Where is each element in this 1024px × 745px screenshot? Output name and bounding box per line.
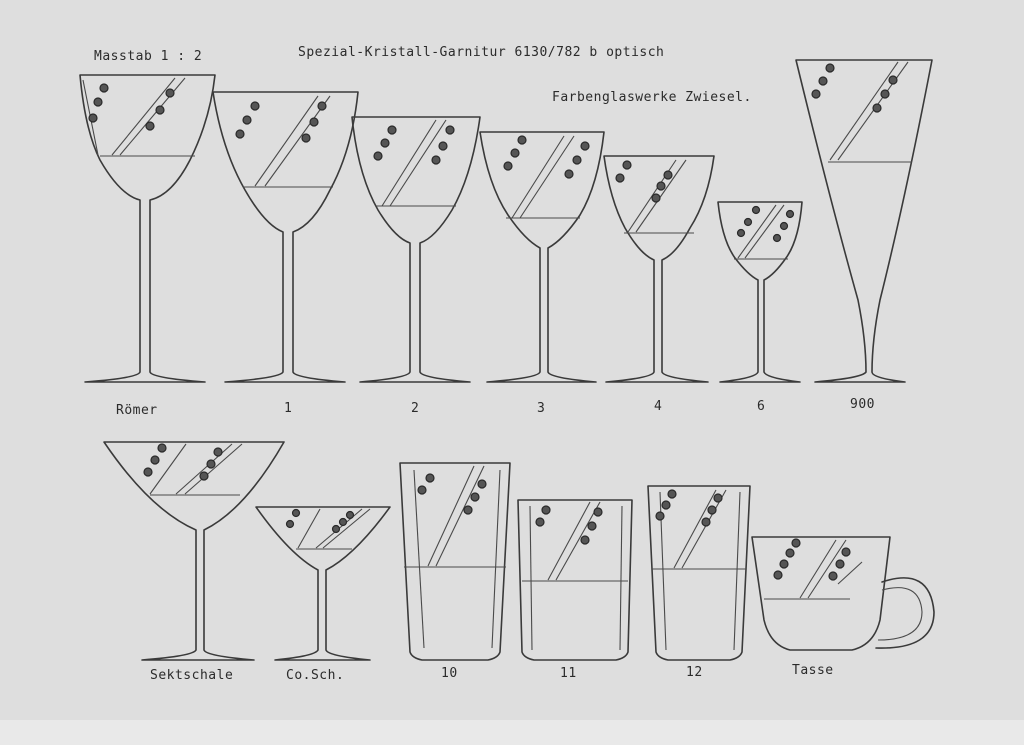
- label-12: 12: [686, 665, 703, 680]
- label-sektschale: Sektschale: [150, 668, 234, 683]
- scale-label: Masstab 1 : 2: [94, 49, 203, 64]
- glass-11: [518, 500, 632, 660]
- glass-10: [400, 463, 510, 660]
- cup-tasse: [752, 537, 934, 650]
- glass-cocktail-schale: [256, 507, 390, 660]
- glass-2: [352, 117, 480, 382]
- label-tasse: Tasse: [792, 663, 834, 678]
- label-co-sch: Co.Sch.: [286, 668, 345, 683]
- label-11: 11: [560, 666, 577, 681]
- glass-roemer: [80, 75, 215, 382]
- glass-3: [480, 132, 604, 382]
- label-2: 2: [411, 401, 420, 416]
- label-3: 3: [537, 401, 546, 416]
- glass-6: [718, 202, 802, 382]
- manufacturer-label: Farbenglaswerke Zwiesel.: [552, 90, 752, 105]
- label-10: 10: [441, 666, 458, 681]
- label-1: 1: [284, 401, 293, 416]
- label-900: 900: [850, 397, 875, 412]
- glass-sektschale: [104, 442, 284, 660]
- glass-900: [796, 60, 932, 382]
- glass-4: [604, 156, 714, 382]
- glass-12: [648, 486, 750, 660]
- glass-1: [213, 92, 358, 382]
- label-4: 4: [654, 399, 663, 414]
- label-roemer: Römer: [116, 403, 158, 418]
- label-6: 6: [757, 399, 766, 414]
- page-title: Spezial-Kristall-Garnitur 6130/782 b optisch: [298, 45, 665, 60]
